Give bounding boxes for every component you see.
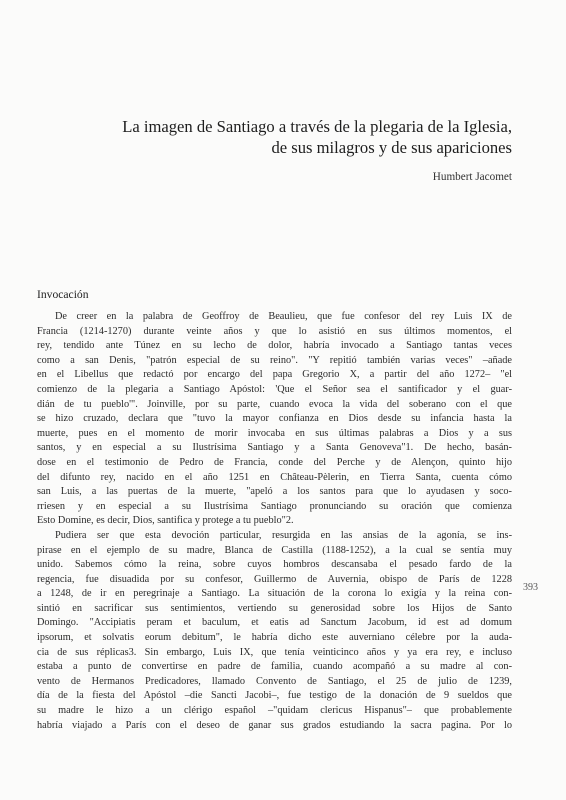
- article-title: [100, 116, 512, 158]
- text-line: su madre le hizo a un clérigo español –"quidam clericus Hispanus"– que probablemente: [37, 705, 512, 717]
- title-line-1: La imagen de Santiago a través de la plegaria de la Iglesia,: [122, 117, 512, 136]
- text-line: pirase en el ejemplo de su madre, Blanca de Castilla (1188-1252), a la cual se sentía muy: [37, 544, 512, 556]
- text-line: a 1248, de ir en peregrinaje a Santiago. La situación de la corona lo exigía y la reina con-: [37, 588, 512, 600]
- text-line: santos, y en especial a su Ilustrísima Santiago y a Santa Genoveva"1. De hecho, basán-: [37, 442, 512, 454]
- text-line: Esto Domine, es decir, Dios, santifica y protege a tu pueblo"2.: [37, 515, 294, 527]
- text-line: muerte, pues en el momento de morir invocaba en sus últimas palabras a Dios y a sus: [37, 427, 512, 439]
- author-name: Humbert Jacomet: [432, 171, 512, 183]
- text-line: estaba a punto de convertirse en padre de familia, cuando acompañó a su madre al con-: [37, 661, 512, 673]
- text-line: Domingo. "Accipiatis peram et baculum, et eatis ad Sanctum Jacobum, id est ad domum: [37, 617, 512, 629]
- text-line: del difunto rey, nacido en el año 1251 en Château-Pèlerin, en Tierra Santa, cuenta cómo: [37, 471, 512, 483]
- text-line: Pudiera ser que esta devoción particular, resurgida en las ansias de la agonía, se ins-: [55, 529, 512, 541]
- text-line: regencia, fue disuadida por su confesor, Guillermo de Auvernia, obispo de París de 1228: [37, 573, 512, 585]
- text-line: dose en el testimonio de Pedro de Francia, conde del Perche y de Alençon, quinto hijo: [37, 456, 512, 468]
- text-line: san Luis, a las puertas de la muerte, "apeló a los santos para que lo ayudasen y soco-: [37, 486, 512, 498]
- text-line: vento de Hermanos Predicadores, llamado Convento de Santiago, el 25 de julio de 1239,: [37, 675, 512, 687]
- body-text: [37, 310, 512, 733]
- text-line: unido. Sabemos cómo la reina, sobre cuyos hombros descansaba el pesado fardo de la: [37, 559, 512, 571]
- text-line: sintió en sacrificar sus sentimientos, vertiendo su generosidad sobre los Hijos de Santo: [37, 602, 512, 614]
- text-line: De creer en la palabra de Geoffroy de Beaulieu, que fue confesor del rey Luis IX de: [55, 311, 512, 322]
- text-line: Francia (1214-1270) durante veinte años y que lo asistió en sus últimos momentos, el: [37, 325, 512, 337]
- text-line: cia de sus réplicas3. Sin embargo, Luis IX, que tenía veinticinco años y ya era rey, e incluso: [37, 646, 512, 658]
- text-line: rriesen y en especial a su Ilustrísima Santiago pronunciando su oración que comienza: [37, 500, 512, 512]
- text-line: en el Libellus que redactó por encargo del papa Gregorio X, a partir del año 1272– "el: [37, 369, 512, 381]
- section-heading: Invocación: [37, 288, 89, 301]
- page-number: 393: [523, 582, 538, 593]
- text-line: habría viajado a París con el deseo de ganar sus grados estudiando la sacra pagina. Por lo: [37, 719, 512, 731]
- text-line: comienzo de la plegaria a Santiago Apóstol: 'Que el Señor sea el santificador y el guar-: [37, 383, 512, 395]
- text-line: rey, tendido ante Túnez en su lecho de dolor, habría invocado a Santiago tantas veces: [37, 340, 512, 352]
- title-line-2: de sus milagros y de sus apariciones: [271, 138, 512, 157]
- text-line: como a san Denis, "patrón especial de su reino". "Y repitió también varias veces" –añade: [37, 354, 512, 366]
- text-line: ipsorum, et solvatis eorum debitum", le habría dicho este auverniano célebre por la auda-: [37, 632, 512, 644]
- text-line: día de la fiesta del Apóstol –die Sancti Jacobi–, fue testigo de la donación de 9 sueldos que: [37, 690, 512, 702]
- text-line: dián de tu pueblo'". Joinville, por su parte, cuando evoca la vida del soberano con el que: [37, 398, 512, 410]
- text-line: se hizo cruzado, declara que "tuvo la mayor confianza en Dios desde su infancia hasta la: [37, 413, 512, 425]
